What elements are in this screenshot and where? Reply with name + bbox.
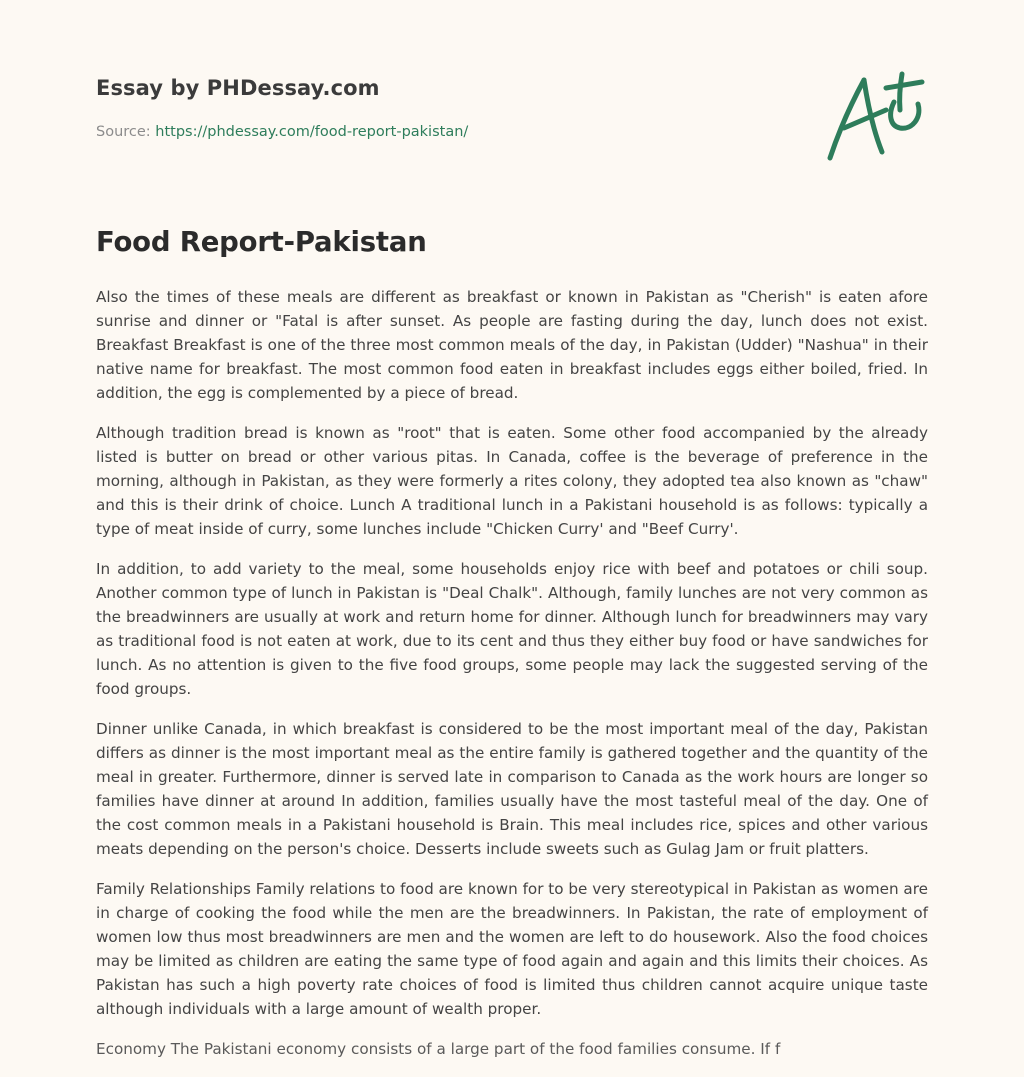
essay-paragraph-truncated: Economy The Pakistani economy consists of a large part of the food families consume. If f	[96, 1040, 781, 1058]
essay-paragraph: Dinner unlike Canada, in which breakfast is considered to be the most important meal of the day, Pakistan differs as dinner is the most important meal as the entire family is gathered together and the quantity of the meal in greater. Furthermore, dinner is served late in comparison to Canada as the work hours are longer so families have dinner at around In addition, families usually have the most tasteful meal of the day. One of the cost common meals in a Pakistani household is Brain. This meal includes rice, spices and other various meats depending on the person's choice. Desserts include sweets such as Gulag Jam or fruit platters.	[96, 720, 928, 858]
essay-paragraph: Family Relationships Family relations to food are known for to be very stereotypical in Pakistan as women are in charge of cooking the food while the men are the breadwinners. In Pakistan, the rate of employment of women low thus most breadwinners are men and the women are left to do housework. Also the food choices may be limited as children are eating the same type of food again and again and this limits their choices. As Pakistan has such a high poverty rate choices of food is limited thus children cannot acquire unique taste although individuals with a large amount of wealth proper.	[96, 880, 928, 1018]
source-label: Source:	[96, 124, 151, 140]
a-plus-grade-icon	[822, 66, 932, 166]
essay-paragraph: Although tradition bread is known as "root" that is eaten. Some other food accompanied by the already listed is butter on bread or other various pitas. In Canada, coffee is the beverage of preference in the morning, although in Pakistan, as they were formerly a rites colony, they adopted tea also known as "chaw" and this is their drink of choice. Lunch A traditional lunch in a Pakistani household is as follows: typically a type of meat inside of curry, some lunches include "Chicken Curry' and "Beef Curry'.	[96, 424, 928, 538]
site-brand: Essay by PHDessay.com	[96, 76, 380, 100]
source-link[interactable]: https://phdessay.com/food-report-pakistan/	[155, 124, 469, 140]
essay-body	[96, 285, 928, 1077]
source-line	[96, 124, 468, 140]
essay-paragraph: Also the times of these meals are different as breakfast or known in Pakistan as "Cherish" is eaten afore sunrise and dinner or "Fatal is after sunset. As people are fasting during the day, lunch does not exist. Breakfast Breakfast is one of the three most common meals of the day, in Pakistan (Udder) "Nashua" in their native name for breakfast. The most common food eaten in breakfast includes eggs either boiled, fried. In addition, the egg is complemented by a piece of bread.	[96, 288, 928, 402]
essay-title: Food Report-Pakistan	[96, 226, 427, 258]
essay-paragraph: In addition, to add variety to the meal, some households enjoy rice with beef and potatoes or chili soup. Another common type of lunch in Pakistan is "Deal Chalk". Although, family lunches are not very common as the breadwinners are usually at work and return home for dinner. Although lunch for breadwinners may vary as traditional food is not eaten at work, due to its cent and thus they either buy food or have sandwiches for lunch. As no attention is given to the five food groups, some people may lack the suggested serving of the food groups.	[96, 560, 928, 698]
